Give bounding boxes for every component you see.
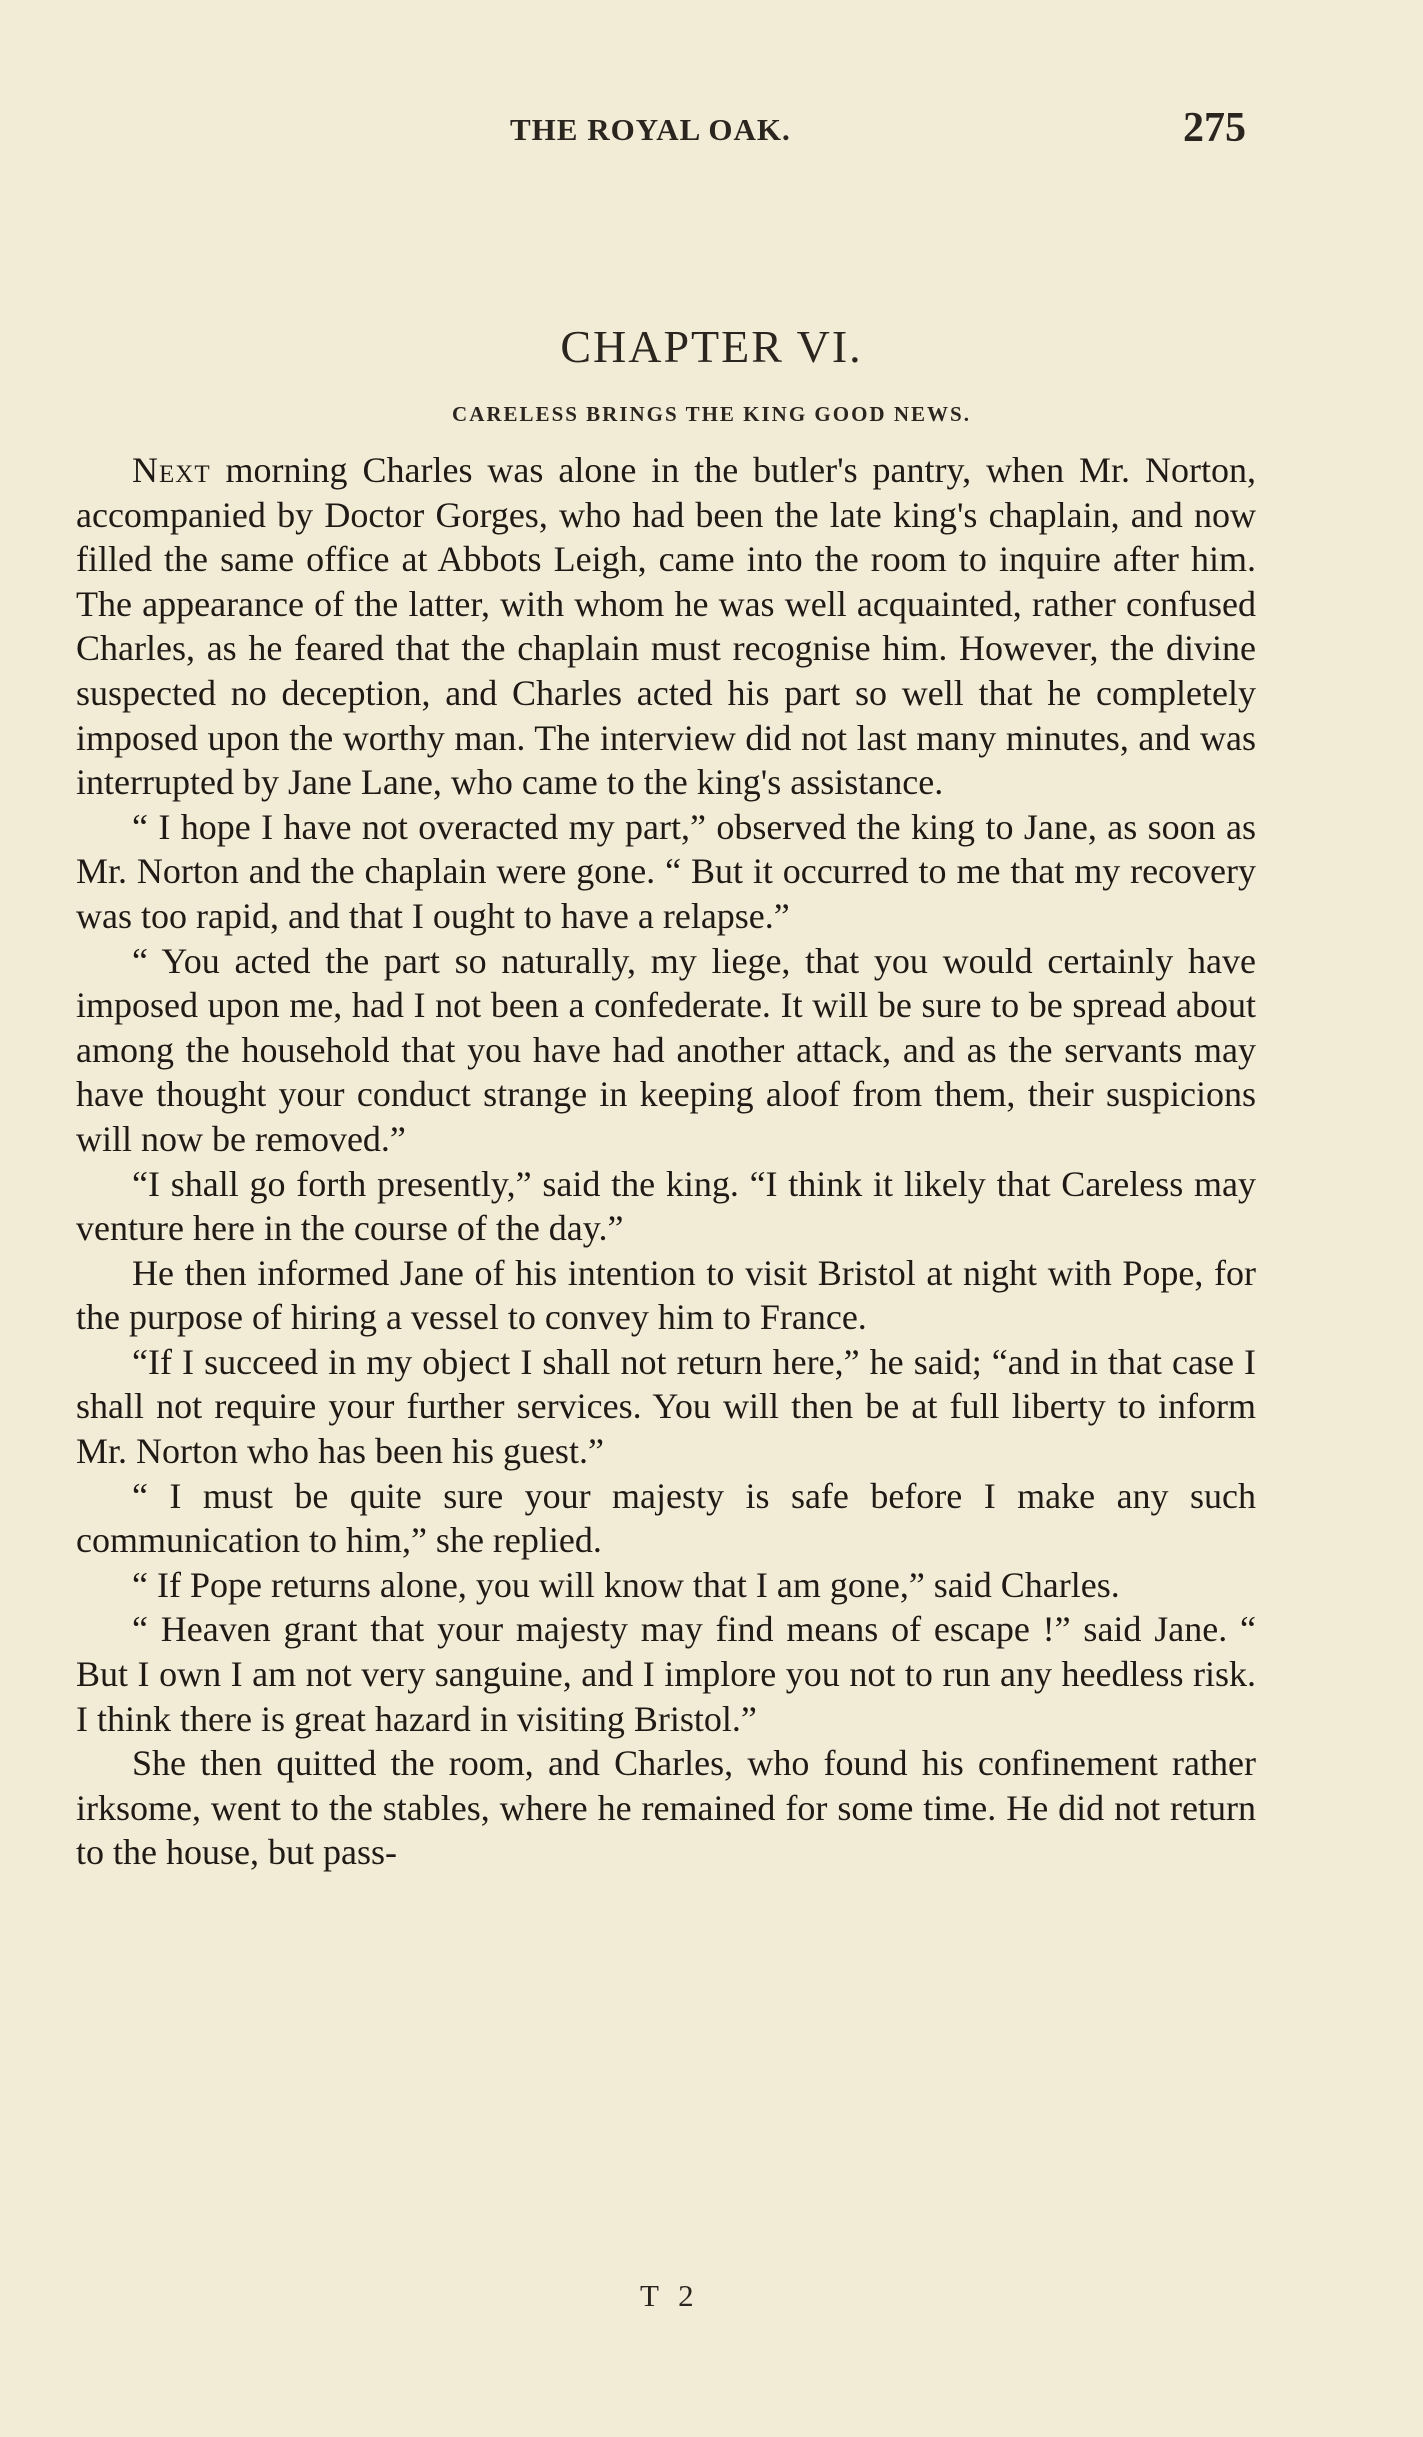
drop-word: Next	[132, 450, 211, 490]
page-number: 275	[1183, 105, 1246, 151]
running-header: THE ROYAL OAK.	[510, 112, 791, 147]
paragraph-text: morning Charles was alone in the butler's pantry, when Mr. Norton, accompanied by Doctor Gorges, who had been the late king's chaplain, and now filled the same office at Abbots Leigh, came into the room to inquire after him. The appearance of the latter, with whom he was well acquainted, rather confused Charles, as he feared that the chaplain must recognise him. However, the divine suspected no deception, and Charles acted his part so well that he completely imposed upon the worthy man. The interview did not last many minutes, and was interrupted by Jane Lane, who came to the king's assistance.	[76, 450, 1256, 803]
signature-mark: T 2	[640, 2278, 700, 2313]
paragraph: He then informed Jane of his intention to visit Bristol at night with Pope, for the purpose of hiring a vessel to convey him to France.	[76, 1252, 1256, 1338]
paragraph: She then quitted the room, and Charles, who found his confinement rather irksome, went to the stables, where he remained for some time. He did not return to the house, but pass-	[76, 1743, 1256, 1873]
chapter-title: CHAPTER VI.	[560, 321, 863, 372]
paragraph: “ I hope I have not overacted my part,” observed the king to Jane, as soon as Mr. Norton and the chaplain were gone. “ But it occurred to me that my recovery was too rapid, and that I ought to have a relapse.”	[76, 806, 1256, 936]
paragraph: “ Heaven grant that your majesty may find means of escape !” said Jane. “ But I own I am not very sanguine, and I implore you not to run any heedless risk. I think there is great hazard in visiting Bristol.”	[76, 1609, 1256, 1739]
chapter-subtitle: CARELESS BRINGS THE KING GOOD NEWS.	[452, 402, 971, 426]
paragraph: “If I succeed in my object I shall not return here,” he said; “and in that case I shall not require your further services. You will then be at full liberty to inform Mr. Norton who has been his guest.”	[76, 1341, 1256, 1472]
paragraph	[76, 448, 1256, 805]
body-text	[76, 448, 1256, 1875]
paragraph: “I shall go forth presently,” said the king. “I think it likely that Careless may venture here in the course of the day.”	[76, 1163, 1256, 1249]
paragraph: “ I must be quite sure your majesty is safe before I make any such communication to him,” she replied.	[76, 1475, 1256, 1561]
paragraph: “ If Pope returns alone, you will know that I am gone,” said Charles.	[132, 1564, 1120, 1605]
paragraph: “ You acted the part so naturally, my liege, that you would certainly have imposed upon me, had I not been a confederate. It will be sure to be spread about among the household that you have had another attack, and as the servants may have thought your conduct strange in keeping aloof from them, their suspicions will now be removed.”	[76, 940, 1256, 1159]
